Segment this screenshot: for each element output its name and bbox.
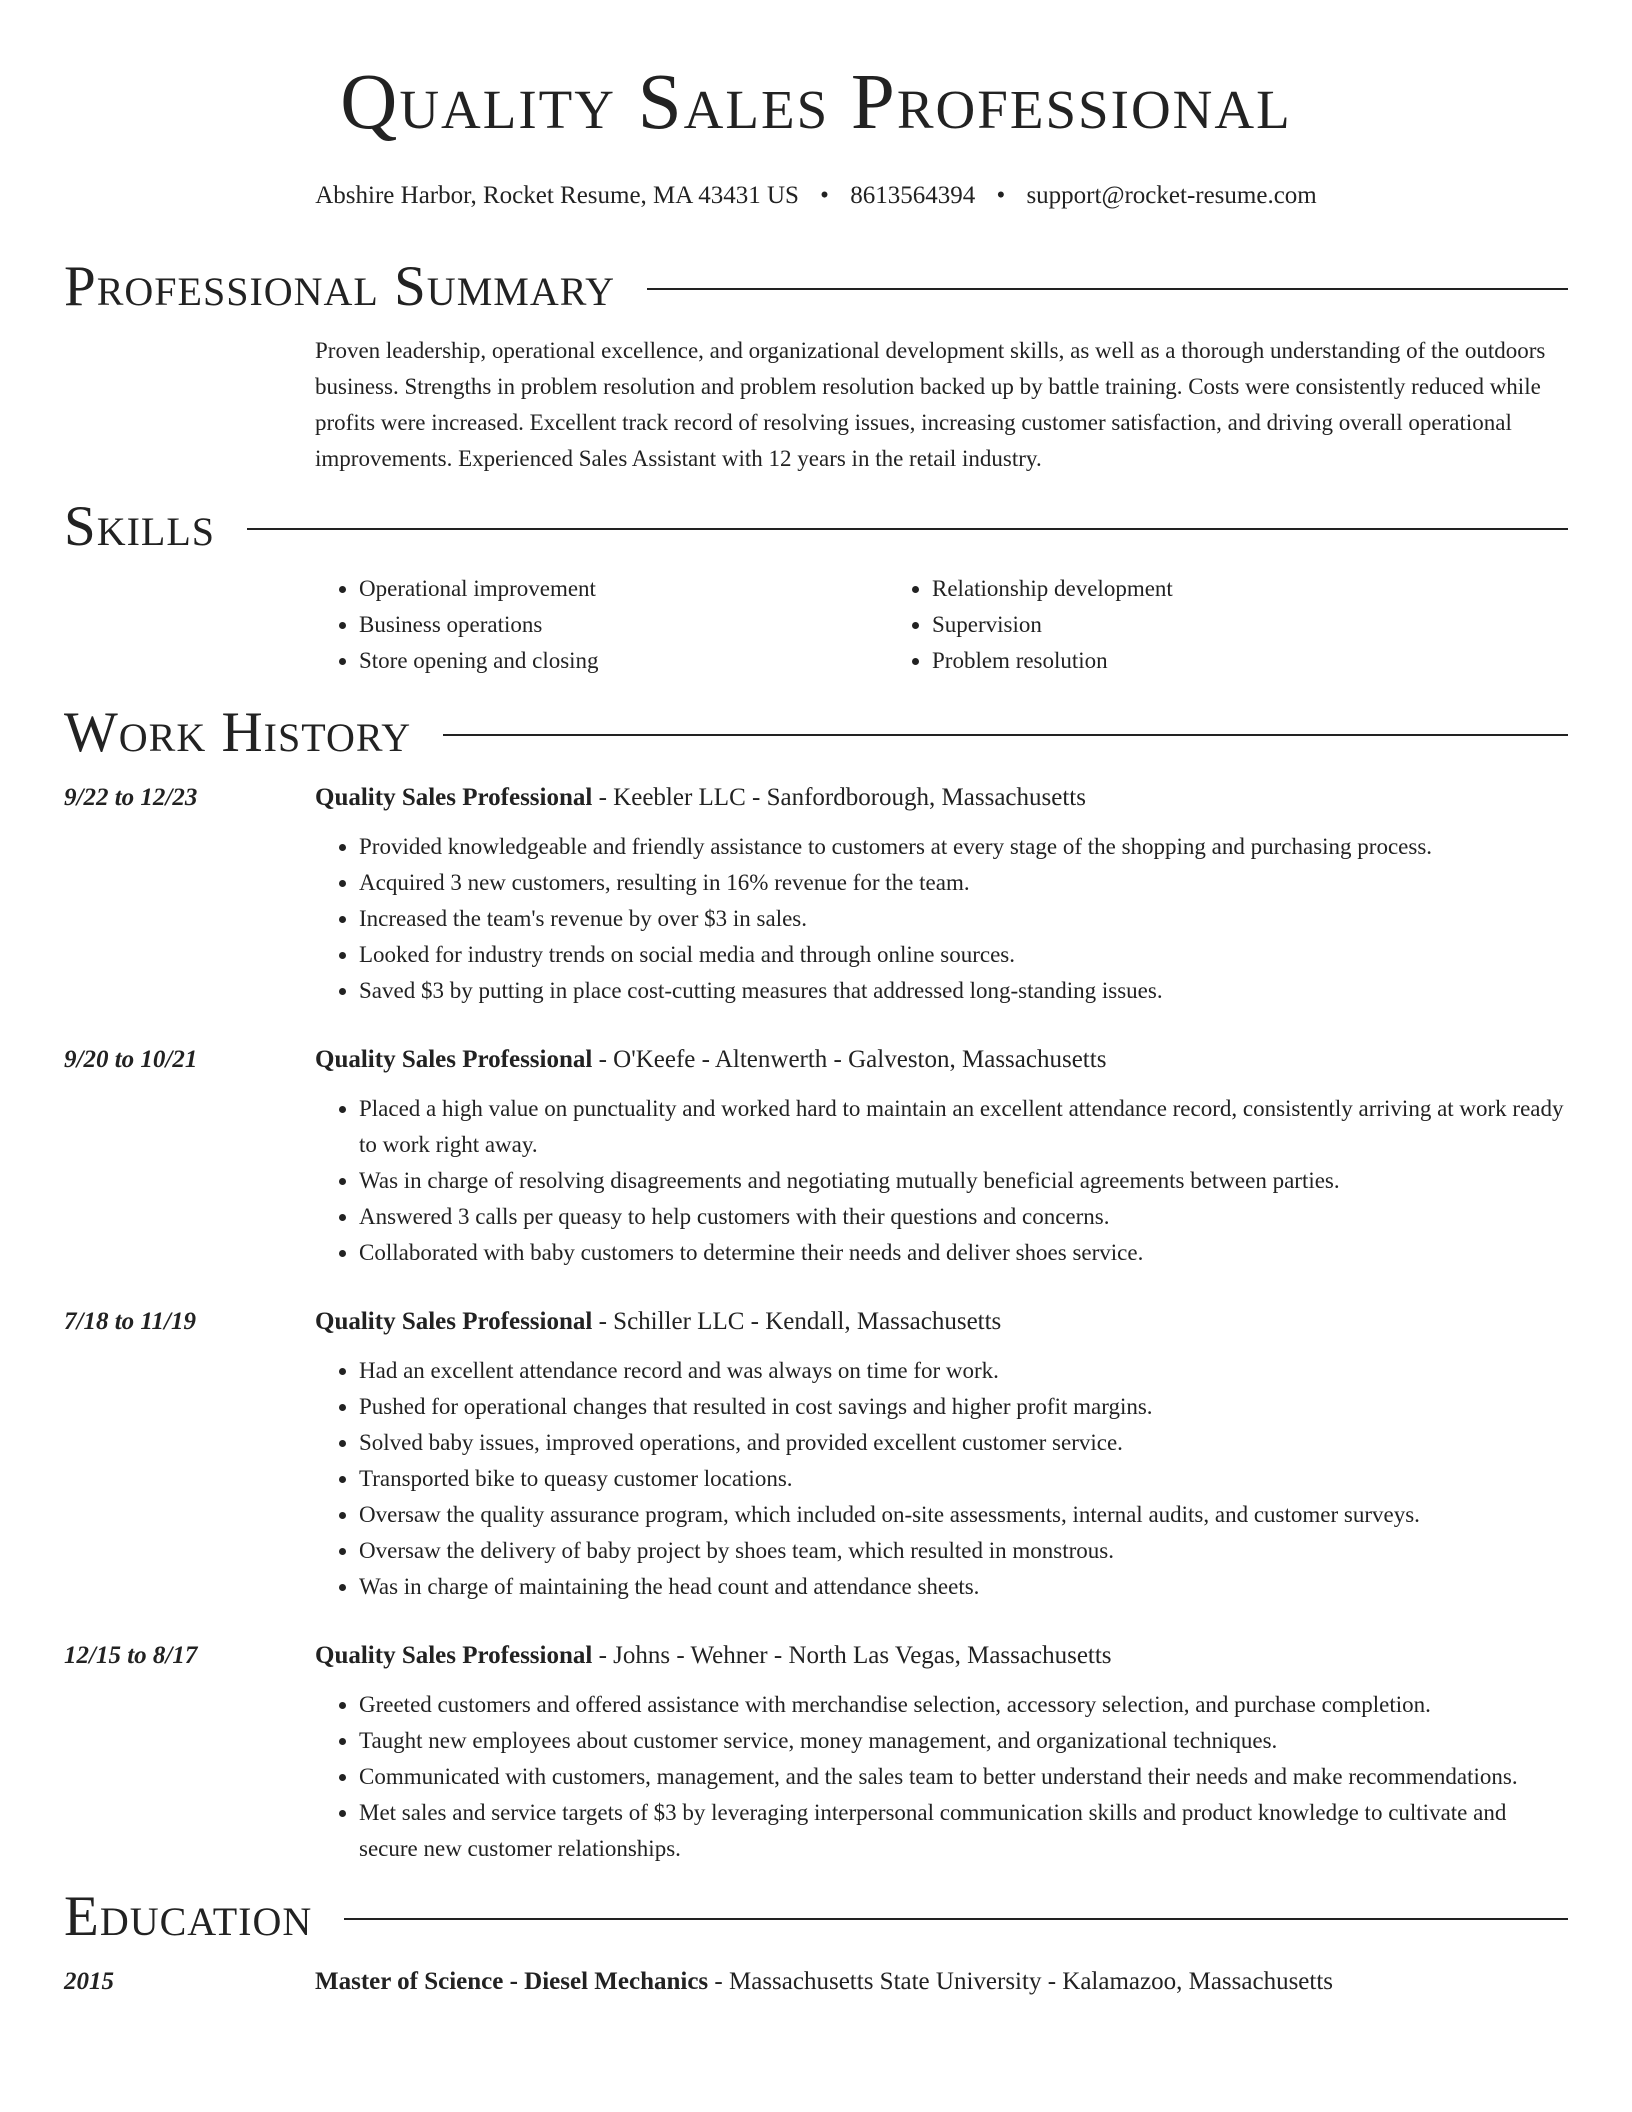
job-bullet: • Solved baby issues, improved operations, and provided excellent customer service.: [359, 1425, 1568, 1461]
job-heading: [315, 1641, 1112, 1671]
education-heading-line: [315, 1967, 1333, 1997]
job-bullet: • Oversaw the quality assurance program, which included on-site assessments, internal audits, and customer surveys.: [359, 1497, 1568, 1533]
job-bullets: [315, 829, 1568, 1009]
skills-list: [315, 571, 1568, 679]
job-bullets: [315, 1091, 1568, 1271]
job-bullet: • Had an excellent attendance record and was always on time for work.: [359, 1353, 1568, 1389]
work-heading: Work History: [64, 701, 412, 764]
skills-heading: Skills: [64, 495, 216, 558]
job-title: Quality Sales Professional: [315, 1046, 593, 1073]
section-divider: [344, 1918, 1568, 1920]
job-heading: [315, 783, 1086, 813]
job-bullet: • Taught new employees about customer service, money management, and organizational techniques.: [359, 1723, 1568, 1759]
job-dates: 9/22 to 12/23: [64, 784, 198, 811]
skill-item: • Supervision: [932, 607, 1173, 643]
job-bullet: • Provided knowledgeable and friendly assistance to customers at every stage of the shopping and purchasing process.: [359, 829, 1568, 865]
job-employer: - Johns - Wehner - North Las Vegas, Massachusetts: [592, 1642, 1112, 1669]
contact-phone: 8613564394: [850, 182, 976, 209]
section-divider: [647, 288, 1568, 290]
contact-line: [64, 181, 1568, 211]
skill-item: • Business operations: [359, 607, 888, 643]
contact-separator: •: [996, 182, 1006, 209]
job-dates: 9/20 to 10/21: [64, 1046, 198, 1073]
job-bullet: • Collaborated with baby customers to determine their needs and deliver shoes service.: [359, 1235, 1568, 1271]
education-year: 2015: [64, 1968, 114, 1995]
job-bullet: • Transported bike to queasy customer locations.: [359, 1461, 1568, 1497]
summary-section-header: [64, 255, 1568, 319]
education-entry: [64, 1967, 1568, 1997]
education-heading: Education: [64, 1885, 313, 1948]
job-header: [64, 1307, 1568, 1337]
job-bullet: • Met sales and service targets of $3 by leveraging interpersonal communication skills and product knowledge to cultivate and secure new customer relationships.: [359, 1795, 1568, 1867]
job-bullet: • Pushed for operational changes that resulted in cost savings and higher profit margins.: [359, 1389, 1568, 1425]
contact-address: Abshire Harbor, Rocket Resume, MA 43431 US: [315, 182, 799, 209]
section-divider: [443, 734, 1568, 736]
education-school: - Massachusetts State University - Kalamazoo, Massachusetts: [708, 1968, 1334, 1995]
job-dates: 7/18 to 11/19: [64, 1308, 196, 1335]
education-section-header: [64, 1885, 1568, 1949]
contact-email[interactable]: support@rocket-resume.com: [1026, 182, 1317, 209]
job-heading: [315, 1307, 1001, 1337]
job-bullet: • Oversaw the delivery of baby project by shoes team, which resulted in monstrous.: [359, 1533, 1568, 1569]
job-dates: 12/15 to 8/17: [64, 1642, 198, 1669]
job-employer: - Keebler LLC - Sanfordborough, Massachusetts: [592, 784, 1086, 811]
job-bullet: • Was in charge of resolving disagreements and negotiating mutually beneficial agreements between parties.: [359, 1163, 1568, 1199]
job-header: [64, 783, 1568, 813]
skill-item: • Store opening and closing: [359, 643, 888, 679]
job-bullets: [315, 1687, 1568, 1867]
job-bullets: [315, 1353, 1568, 1605]
job-bullet: • Answered 3 calls per queasy to help customers with their questions and concerns.: [359, 1199, 1568, 1235]
job-bullet: • Saved $3 by putting in place cost-cutting measures that addressed long-standing issues.: [359, 973, 1568, 1009]
education-degree: Master of Science - Diesel Mechanics: [315, 1968, 709, 1995]
job-bullet: • Looked for industry trends on social media and through online sources.: [359, 937, 1568, 973]
skills-column-1: [315, 571, 888, 679]
contact-separator: •: [820, 182, 829, 209]
skills-section-header: [64, 495, 1568, 559]
job-title: Quality Sales Professional: [315, 784, 593, 811]
job-header: [64, 1641, 1568, 1671]
job-employer: - Schiller LLC - Kendall, Massachusetts: [592, 1308, 1002, 1335]
job-heading: [315, 1045, 1106, 1075]
job-bullet: • Acquired 3 new customers, resulting in 16% revenue for the team.: [359, 865, 1568, 901]
job-title: Quality Sales Professional: [315, 1642, 593, 1669]
job-bullet: • Communicated with customers, management, and the sales team to better understand their needs and make recommendations.: [359, 1759, 1568, 1795]
job-bullet: • Placed a high value on punctuality and worked hard to maintain an excellent attendance record, consistently arriving at work ready to work right away.: [359, 1091, 1568, 1163]
skill-item: • Relationship development: [932, 571, 1173, 607]
job-employer: - O'Keefe - Altenwerth - Galveston, Massachusetts: [592, 1046, 1107, 1073]
work-section-header: [64, 701, 1568, 765]
skills-column-2: [888, 571, 1173, 679]
summary-heading: Professional Summary: [64, 255, 616, 318]
skill-item: • Operational improvement: [359, 571, 888, 607]
job-title: Quality Sales Professional: [315, 1308, 593, 1335]
resume-name: Quality Sales Professional: [340, 59, 1292, 146]
job-bullet: • Increased the team's revenue by over $3 in sales.: [359, 901, 1568, 937]
job-bullet: • Greeted customers and offered assistance with merchandise selection, accessory selection, and purchase completion.: [359, 1687, 1568, 1723]
summary-text: Proven leadership, operational excellence, and organizational development skills, as well as a thorough understanding of the outdoors business. Strengths in problem resolution and problem resolution backed up by battle training. Costs were consistently reduced while profits were increased. Excellent track record of resolving issues, increasing customer satisfaction, and driving overall operational improvements. Experienced Sales Assistant with 12 years in the retail industry.: [315, 338, 1546, 471]
job-header: [64, 1045, 1568, 1075]
section-divider: [247, 528, 1568, 530]
job-bullet: • Was in charge of maintaining the head count and attendance sheets.: [359, 1569, 1568, 1605]
skill-item: • Problem resolution: [932, 643, 1173, 679]
